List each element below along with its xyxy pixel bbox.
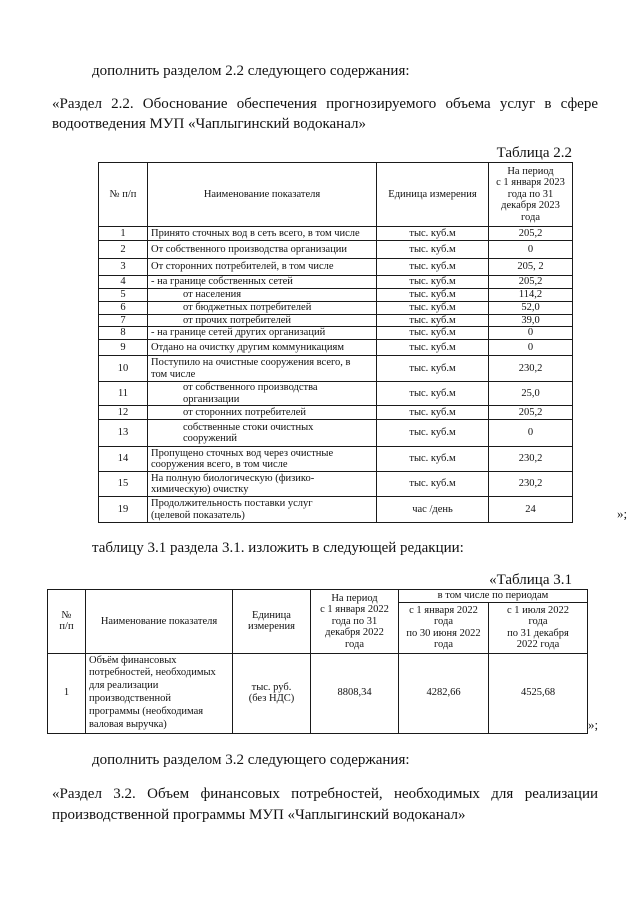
header-period-line: На период [507, 165, 554, 177]
cell-value: 0 [489, 420, 573, 447]
cell-unit [233, 653, 311, 733]
cell-line: сооружений [183, 433, 238, 444]
header-num [48, 590, 86, 654]
cell-num: 8 [99, 327, 148, 340]
cell-name-line: для реализации [89, 680, 159, 692]
cell-num: 19 [99, 497, 148, 523]
cell-num: 15 [99, 472, 148, 497]
cell-line: том числе [151, 368, 196, 380]
cell-name: От сторонних потребителей, в том числе [148, 259, 377, 276]
section-3-2-title-line: «Раздел 3.2. Объем финансовых потребностей, необходимых для реализации [52, 786, 598, 802]
cell-value: 52,0 [489, 301, 573, 314]
table-row [99, 327, 573, 340]
cell-sub-period-2: 4525,68 [489, 653, 588, 733]
cell-name-line: Объём финансовых [89, 654, 177, 666]
header-num: № п/п [99, 163, 148, 227]
cell-num: 4 [99, 276, 148, 289]
header-sub-period-line: года [434, 616, 453, 627]
cell-value: 25,0 [489, 382, 573, 406]
cell-name [148, 356, 377, 382]
table-row [99, 276, 573, 289]
header-sub-period-line: по 30 июня 2022 [406, 627, 481, 639]
cell-value: 114,2 [489, 289, 573, 302]
table-2-2-closing-quote: »; [617, 506, 628, 521]
cell-unit-line: (без НДС) [248, 693, 295, 704]
table-row [99, 289, 573, 302]
header-period [489, 163, 573, 227]
cell-line: Пропущено сточных вод через очистные [151, 447, 334, 459]
table-3-1 [47, 589, 588, 734]
cell-num: 7 [99, 314, 148, 327]
section-3-2-title-line: производственной программы МУП «Чаплыгинский водоканал» [52, 807, 466, 823]
cell-name-line: валовая выручка) [89, 718, 167, 730]
table-row [99, 472, 573, 497]
cell-name-line: программы (необходимая [89, 705, 204, 717]
cell-value: 205, 2 [489, 259, 573, 276]
cell-name [148, 472, 377, 497]
cell-unit: час /день [377, 497, 489, 523]
intro-table-3-1: таблицу 3.1 раздела 3.1. изложить в следующей редакции: [92, 540, 464, 556]
header-period-line: года [345, 638, 364, 650]
table-3-1-closing-quote: »; [588, 717, 599, 732]
table-3-1-caption: «Таблица 3.1 [489, 572, 572, 588]
cell-unit: тыс. куб.м [377, 420, 489, 447]
cell-value: 39,0 [489, 314, 573, 327]
header-period-line: На период [331, 592, 378, 604]
cell-value: 0 [489, 241, 573, 259]
cell-num: 9 [99, 340, 148, 356]
cell-unit-line: тыс. руб. [251, 681, 292, 693]
header-period-line: с 1 января 2022 [320, 604, 389, 615]
header-sub-period-2 [489, 602, 588, 653]
header-sub-period-line: года [528, 616, 548, 627]
cell-num: 13 [99, 420, 148, 447]
cell-value: 230,2 [489, 472, 573, 497]
header-period [311, 590, 399, 654]
table-row [99, 314, 573, 327]
cell-name-line: производственной [89, 693, 171, 704]
cell-value: 0 [489, 327, 573, 340]
cell-line: (целевой показатель) [151, 509, 245, 521]
header-sub-period-1 [399, 602, 489, 653]
table-2-2-head [99, 163, 573, 227]
cell-name: - на границе собственных сетей [148, 276, 377, 289]
cell-line: На полную биологическую (физико- [151, 472, 315, 484]
cell-name: от населения [148, 289, 377, 302]
cell-unit: тыс. куб.м [377, 301, 489, 314]
header-period-line: декабря 2023 [501, 200, 560, 212]
table-row [99, 301, 573, 314]
cell-line: сооружения всего, в том числе [151, 459, 288, 470]
cell-unit: тыс. куб.м [377, 289, 489, 302]
cell-sub-period-1: 4282,66 [399, 653, 489, 733]
cell-name [148, 447, 377, 472]
intro-section-3-2: дополнить разделом 3.2 следующего содержания: [92, 752, 410, 768]
cell-unit: тыс. куб.м [377, 276, 489, 289]
cell-line: организации [183, 393, 240, 405]
header-unit [233, 590, 311, 654]
cell-period-total: 8808,34 [311, 653, 399, 733]
cell-name: от сторонних потребителей [148, 406, 377, 420]
cell-value: 24 [489, 497, 573, 523]
cell-unit: тыс. куб.м [377, 327, 489, 340]
cell-name [148, 420, 377, 447]
header-period-line: года по 31 [331, 615, 378, 627]
table-row [99, 227, 573, 241]
table-row [99, 356, 573, 382]
cell-value: 230,2 [489, 356, 573, 382]
cell-line: Продолжительность поставки услуг [151, 498, 313, 509]
cell-unit: тыс. куб.м [377, 340, 489, 356]
header-name: Наименование показателя [148, 163, 377, 227]
cell-num: 12 [99, 406, 148, 420]
table-header-row [48, 590, 588, 603]
cell-name [148, 497, 377, 523]
cell-value: 205,2 [489, 227, 573, 241]
table-row [99, 382, 573, 406]
cell-unit: тыс. куб.м [377, 259, 489, 276]
section-2-2-title-line: водоотведения МУП «Чаплыгинский водоканал» [52, 116, 366, 132]
header-period-line: с 1 января 2023 [496, 177, 565, 189]
header-unit-line: Единица [252, 609, 291, 621]
cell-num: 11 [99, 382, 148, 406]
cell-unit: тыс. куб.м [377, 406, 489, 420]
cell-value: 205,2 [489, 276, 573, 289]
table-row [99, 447, 573, 472]
cell-num: 1 [48, 653, 86, 733]
table-header-row [99, 163, 573, 227]
cell-unit: тыс. куб.м [377, 227, 489, 241]
header-name: Наименование показателя [86, 590, 233, 654]
header-num-line: п/п [59, 621, 74, 633]
cell-line: от собственного производства [183, 382, 318, 393]
table-2-2-caption: Таблица 2.2 [496, 145, 572, 161]
header-sub-period-line: с 1 июля 2022 [506, 604, 570, 616]
header-period-line: года [521, 211, 540, 223]
header-unit-line: измерения [248, 621, 295, 633]
cell-unit: тыс. куб.м [377, 314, 489, 327]
cell-num: 2 [99, 241, 148, 259]
cell-line: химическую) очистку [151, 484, 249, 495]
cell-unit: тыс. куб.м [377, 241, 489, 259]
cell-num: 3 [99, 259, 148, 276]
cell-name: От собственного производства организации [148, 241, 377, 259]
table-2-2 [98, 162, 573, 523]
cell-value: 0 [489, 340, 573, 356]
cell-value: 230,2 [489, 447, 573, 472]
cell-line: собственные стоки очистных [183, 421, 314, 433]
header-period-line: декабря 2022 [325, 627, 384, 638]
cell-name: - на границе сетей других организаций [148, 327, 377, 340]
cell-num: 1 [99, 227, 148, 241]
cell-name: Принято сточных вод в сеть всего, в том числе [148, 227, 377, 241]
header-sub-period-line: с 1 января 2022 [409, 604, 478, 616]
cell-line: Поступило на очистные сооружения всего, в [151, 357, 351, 368]
table-row [99, 259, 573, 276]
cell-unit: тыс. куб.м [377, 356, 489, 382]
section-2-2-title-line: «Раздел 2.2. Обоснование обеспечения прогнозируемого объема услуг в сфере [52, 96, 598, 112]
cell-num: 5 [99, 289, 148, 302]
header-unit: Единица измерения [377, 163, 489, 227]
header-num-line: № [61, 609, 72, 621]
header-period-group: в том числе по периодам [399, 590, 588, 603]
table-row [99, 241, 573, 259]
intro-section-2-2: дополнить разделом 2.2 следующего содержания: [92, 63, 410, 79]
cell-unit: тыс. куб.м [377, 447, 489, 472]
cell-unit: тыс. куб.м [377, 382, 489, 406]
cell-name-line: потребностей, необходимых [89, 667, 216, 679]
header-period-line: года по 31 [507, 188, 554, 200]
cell-name [148, 382, 377, 406]
table-row [99, 340, 573, 356]
table-row [99, 497, 573, 523]
cell-unit: тыс. куб.м [377, 472, 489, 497]
cell-name [86, 653, 233, 733]
cell-name: от прочих потребителей [148, 314, 377, 327]
header-sub-period-line: 2022 года [516, 639, 560, 650]
table-row [99, 420, 573, 447]
table-row [99, 406, 573, 420]
header-sub-period-line: по 31 декабря [507, 627, 569, 639]
cell-num: 14 [99, 447, 148, 472]
cell-num: 10 [99, 356, 148, 382]
cell-num: 6 [99, 301, 148, 314]
cell-name: от бюджетных потребителей [148, 301, 377, 314]
table-2-2-body [99, 227, 573, 523]
header-sub-period-line: года [434, 639, 453, 650]
cell-name: Отдано на очистку другим коммуникациям [148, 340, 377, 356]
cell-value: 205,2 [489, 406, 573, 420]
table-row [48, 653, 588, 733]
